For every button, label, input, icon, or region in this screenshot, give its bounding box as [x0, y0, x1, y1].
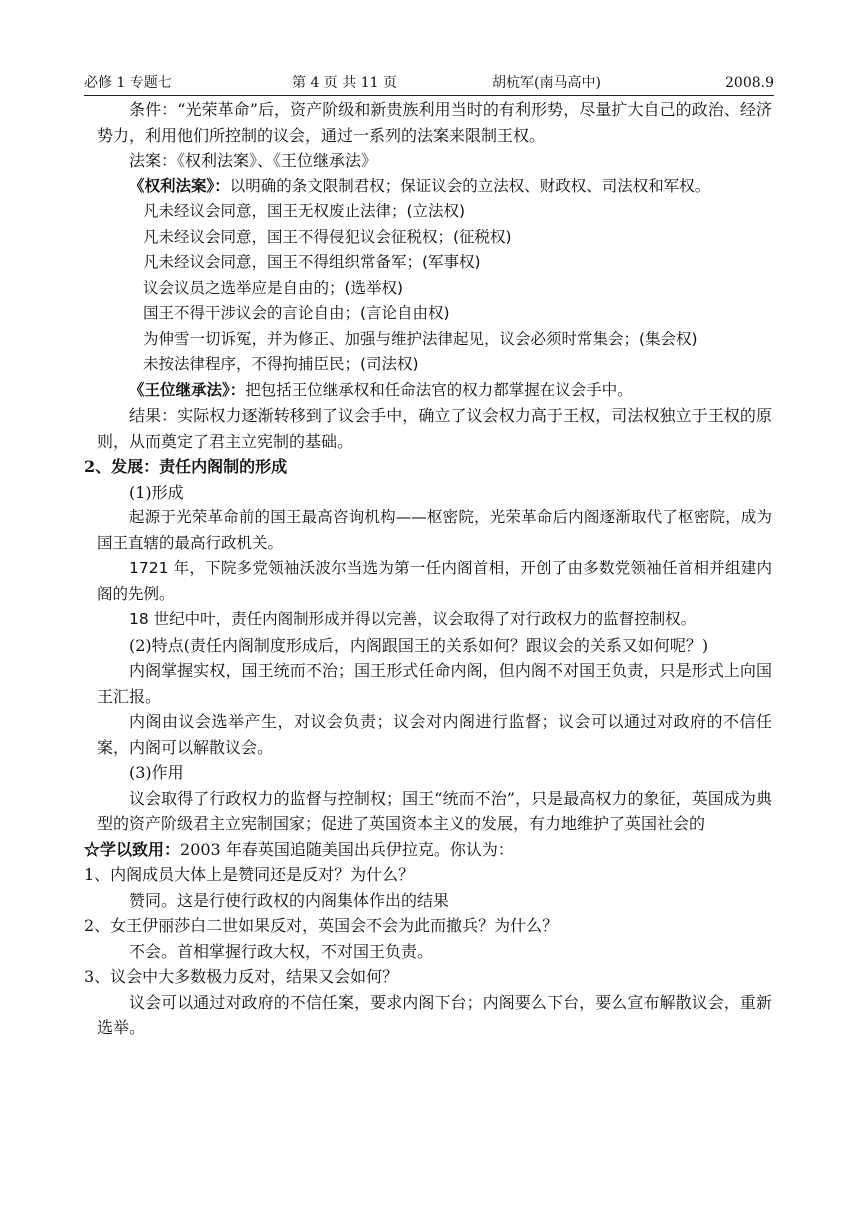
section-2-heading: 2、发展：责任内阁制的形成	[84, 457, 288, 476]
clause-item: 议会议员之选举应是自由的；(选举权)	[143, 278, 404, 297]
succession-act-title: 《王位继承法》：	[129, 380, 246, 399]
formation-paragraph-3: 18 世纪中叶，责任内阁制形成并得以完善，议会取得了对行政权力的监督控制权。	[129, 610, 697, 628]
question-2: 2、女王伊丽莎白二世如果反对，英国会不会为此而撤兵？为什么？	[84, 916, 559, 935]
answer-3: 议会可以通过对政府的不信任案，要求内阁下台；内阁要么下台，要么宣布解散议会，重新选举。	[97, 992, 772, 1037]
clause-item: 凡未经议会同意，国王无权废止法律；(立法权)	[143, 202, 466, 220]
result-paragraph: 结果：实际权力逐渐转移到了议会手中，确立了议会权力高于王权，司法权独立于王权的原则，从而奠定了君主立宪制的基础。	[97, 406, 772, 451]
subheading-formation: (1)形成	[129, 482, 184, 502]
succession-act-text: 把包括王位继承权和任命法官的权力都掌握在议会手中。	[245, 380, 633, 399]
subheading-effects: (3)作用	[129, 763, 184, 782]
apply-paragraph	[84, 837, 772, 863]
succession-act-paragraph	[97, 378, 772, 404]
effects-paragraph: 议会取得了行政权力的监督与控制权；国王“统而不治”，只是最高权力的象征，英国成为典型的资产阶级君主立宪制国家；促进了英国资本主义的发展，有力地维护了英国社会的	[97, 788, 772, 833]
header-page-number: 第 4 页 共 11 页	[292, 75, 397, 91]
header-date: 2008.9	[725, 75, 774, 91]
subheading-features: (2)特点(责任内阁制度形成后，内阁跟国王的关系如何？跟议会的关系又如何呢？)	[129, 635, 709, 655]
header-author: 胡杭军(南马高中)	[492, 75, 601, 91]
page-header	[84, 72, 774, 94]
question-1: 1、内阁成员大体上是赞同还是反对？为什么？	[84, 865, 415, 884]
bill-of-rights-paragraph	[97, 174, 772, 200]
header-divider	[84, 95, 774, 96]
formation-paragraph-2: 1721 年，下院多党领袖沃波尔当选为第一任内阁首相，开创了由多数党领袖任首相并组建内阁的先例。	[97, 559, 772, 603]
formation-paragraph-1: 起源于光荣革命前的国王最高咨询机构——枢密院，光荣革命后内阁逐渐取代了枢密院，成为国王直辖的最高行政机关。	[97, 508, 772, 552]
clause-item: 为伸雪一切诉冤，并为修正、加强与维护法律起见，议会必须时常集会；(集会权)	[143, 329, 698, 348]
clause-item: 凡未经议会同意，国王不得组织常备军；(军事权)	[143, 253, 481, 271]
apply-intro: 2003 年春英国追随美国出兵伊拉克。你认为：	[180, 839, 514, 859]
features-paragraph-2: 内阁由议会选举产生，对议会负责；议会对内阁进行监督；议会可以通过对政府的不信任案，内阁可以解散议会。	[97, 712, 772, 757]
bill-of-rights-title: 《权利法案》：	[129, 176, 230, 195]
question-3: 3、议会中大多数极力反对，结果又会如何？	[84, 967, 399, 986]
clause-item: 凡未经议会同意，国王不得侵犯议会征税权；(征税权)	[143, 227, 512, 246]
answer-1: 赞同。这是行使行政权的内阁集体作出的结果	[129, 890, 450, 910]
features-paragraph-1: 内阁掌握实权，国王统而不治；国王形式任命内阁，但内阁不对国王负责，只是形式上向国王汇报。	[97, 661, 772, 706]
acts-paragraph: 法案：《权利法案》、《王位继承法》	[129, 151, 378, 170]
answer-2: 不会。首相掌握行政大权，不对国王负责。	[129, 941, 434, 961]
header-course: 必修 1 专题七	[84, 75, 172, 91]
conditions-paragraph: 条件：“光荣革命”后，资产阶级和新贵族利用当时的有利形势，尽量扩大自己的政治、经济势力，利用他们所控制的议会，通过一系列的法案来限制王权。	[97, 100, 772, 145]
bill-of-rights-text: 以明确的条文限制君权；保证议会的立法权、财政权、司法权和军权。	[229, 176, 711, 195]
clause-item: 未按法律程序，不得拘捕臣民；(司法权)	[143, 355, 419, 373]
apply-title: ☆学以致用：	[84, 839, 181, 859]
document-body	[84, 97, 772, 1041]
clause-item: 国王不得干涉议会的言论自由；(言论自由权)	[143, 304, 450, 322]
